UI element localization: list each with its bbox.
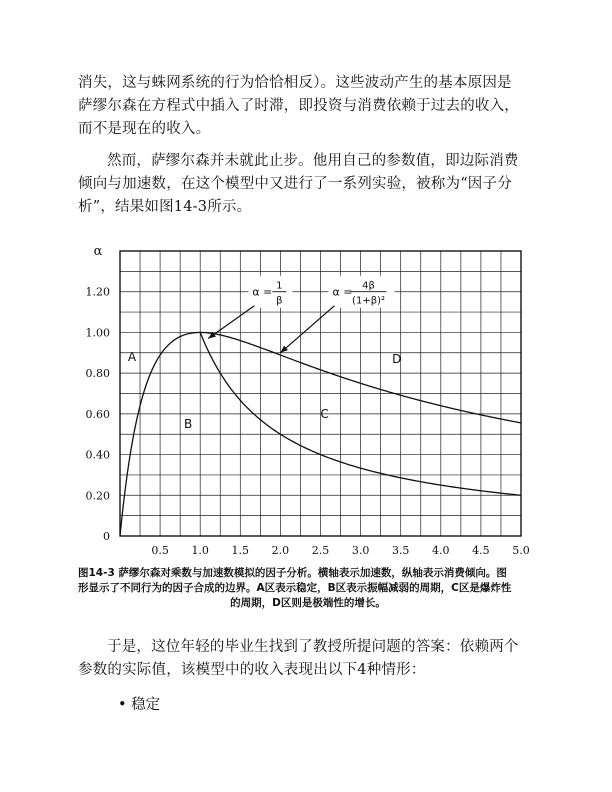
figure-14-3 (78, 238, 538, 568)
formula-annotation-2 (329, 276, 395, 308)
text-line: 于是，这位年轻的毕业生找到了教授所提问题的答案：依赖两个 (107, 639, 519, 655)
paragraph-2 (78, 150, 538, 219)
y-tick-label: 0.20 (85, 489, 110, 503)
y-tick-label: 0.60 (85, 407, 110, 421)
paragraph-3 (78, 636, 538, 682)
y-axis-label: α (93, 244, 103, 259)
annotation-denominator: β (276, 295, 283, 307)
x-tick-label: 4.5 (472, 544, 490, 557)
caption-line: 形显示了不同行为的因子合成的边界。A区表示稳定，B区表示振幅减弱的周期，C区是爆炸性 (78, 582, 512, 594)
text-line: 而不是现在的收入。 (78, 121, 211, 137)
region-label-d: D (392, 351, 402, 366)
annotation-arrow-line (208, 306, 254, 339)
annotation-numerator: 4β (362, 280, 375, 292)
x-tick-label: 2.5 (311, 544, 330, 557)
x-tick-label: 1.0 (191, 544, 209, 557)
factor-analysis-chart (78, 238, 538, 568)
text-line: 消失，这与蛛网系统的行为恰恰相反）。这些波动产生的基本原因是 (78, 75, 512, 91)
y-tick-label: 0 (103, 530, 110, 543)
x-tick-label: 4.0 (432, 544, 450, 557)
text-line: 萨缪尔森在方程式中插入了时滞，即投资与消费依赖于过去的收入， (78, 98, 519, 114)
annotation-denominator: (1+β)² (352, 295, 385, 307)
text-line: 参数的实际值，该模型中的收入表现出以下4种情形： (78, 662, 426, 678)
caption-line: 图14-3 萨缪尔森对乘数与加速数模拟的因子分析。横轴表示加速数，纵轴表示消费倾向。图 (78, 567, 507, 579)
x-tick-label: 2.0 (271, 544, 290, 557)
region-label-b: B (184, 417, 193, 432)
text-line: 然而，萨缪尔森并未就此止步。他用自己的参数值，即边际消费 (107, 153, 519, 169)
x-tick-label: 3.0 (351, 544, 370, 557)
annotation-lhs: α = (252, 285, 273, 299)
annotation-arrow-line (280, 306, 334, 353)
text-line: 倾向与加速数，在这个模型中又进行了一系列实验，被称为“因子分 (78, 176, 512, 192)
x-tick-label: 1.5 (231, 544, 250, 557)
y-tick-label: 1.00 (85, 326, 110, 340)
y-tick-label: 1.20 (85, 285, 110, 299)
region-label-c: C (320, 406, 329, 421)
annotation-numerator: 1 (276, 280, 283, 292)
caption-line: 的周期，D区则是极端性的增长。 (230, 597, 386, 609)
figure-caption (78, 566, 538, 611)
x-tick-label: 0.5 (151, 544, 169, 557)
grid (120, 251, 521, 536)
paragraph-1 (78, 72, 538, 141)
bullet-item-stable: • 稳定 (118, 697, 161, 713)
y-tick-label: 0.40 (85, 448, 110, 462)
text-line: 析”，结果如图14-3所示。 (78, 199, 252, 215)
region-label-a: A (127, 349, 137, 364)
x-tick-label: 3.5 (391, 544, 410, 557)
annotation-lhs: α = (332, 285, 353, 299)
y-tick-label: 0.80 (85, 367, 110, 381)
x-tick-label: 5.0 (512, 544, 530, 557)
formula-annotation-1 (248, 276, 292, 308)
